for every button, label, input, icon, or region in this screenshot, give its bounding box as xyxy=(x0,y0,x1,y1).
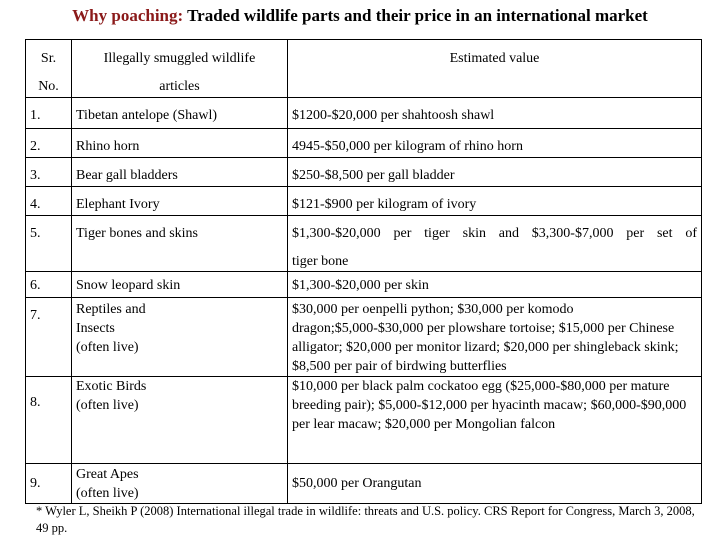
table-row xyxy=(26,272,702,298)
row-value: 4945-$50,000 per kilogram of rhino horn xyxy=(288,129,702,158)
row-number: 4. xyxy=(26,187,72,216)
wildlife-price-table xyxy=(25,39,702,504)
header-sr-no xyxy=(26,40,72,98)
header-articles-line1: Illegally smuggled wildlife xyxy=(103,51,256,66)
row-item: Bear gall bladders xyxy=(72,158,288,187)
row-value: $121-$900 per kilogram of ivory xyxy=(288,187,702,216)
table-row xyxy=(26,98,702,129)
row-value xyxy=(288,216,702,272)
row-number: 3. xyxy=(26,158,72,187)
table-row xyxy=(26,377,702,464)
row-number: 2. xyxy=(26,129,72,158)
row-value: $30,000 per oenpelli python; $30,000 per komodo dragon;$5,000-$30,000 per plowshare tortoise; $15,000 per Chinese alligator; $20,000 per monitor lizard; $20,000 per shingleback skink; $8,500 per pair of birdwing butterflies xyxy=(288,298,702,377)
row-item: Elephant Ivory xyxy=(72,187,288,216)
row-item: Exotic Birds (often live) xyxy=(72,377,288,464)
row-number: 5. xyxy=(26,216,72,272)
row-number: 8. xyxy=(26,377,72,464)
row-value: $1200-$20,000 per shahtoosh shawl xyxy=(288,98,702,129)
row-item: Great Apes (often live) xyxy=(72,464,288,504)
header-sr-no-line1: Sr. xyxy=(40,51,57,66)
row-item: Reptiles and Insects (often live) xyxy=(72,298,288,377)
row-value-line1: $1,300-$20,000 per tiger skin and $3,300-$7,000 per set of xyxy=(292,226,697,241)
row-value: $250-$8,500 per gall bladder xyxy=(288,158,702,187)
row-number: 1. xyxy=(26,98,72,129)
row-number: 6. xyxy=(26,272,72,298)
row-value: $50,000 per Orangutan xyxy=(288,464,702,504)
table-row xyxy=(26,298,702,377)
row-number: 7. xyxy=(26,298,72,377)
row-item: Tibetan antelope (Shawl) xyxy=(72,98,288,129)
table-row xyxy=(26,187,702,216)
header-articles xyxy=(72,40,288,98)
header-estimated-value: Estimated value xyxy=(288,40,702,98)
row-item: Tiger bones and skins xyxy=(72,216,288,272)
header-sr-no-line2: No. xyxy=(38,79,59,94)
row-value-line2: tiger bone xyxy=(292,254,349,269)
table-header-row xyxy=(26,40,702,98)
table-row xyxy=(26,158,702,187)
title-prefix: Why poaching: xyxy=(72,6,184,25)
table-row xyxy=(26,216,702,272)
footnote: * Wyler L, Sheikh P (2008) International illegal trade in wildlife: threats and U.S. policy. CRS Report for Congress, March 3, 2008, 49 pp. xyxy=(36,504,695,535)
page-title xyxy=(0,6,720,26)
header-articles-line2: articles xyxy=(159,79,200,94)
row-item: Rhino horn xyxy=(72,129,288,158)
row-number: 9. xyxy=(26,464,72,504)
title-text: Traded wildlife parts and their price in an international market xyxy=(187,6,648,25)
table-row xyxy=(26,464,702,504)
table-row xyxy=(26,129,702,158)
row-value: $1,300-$20,000 per skin xyxy=(288,272,702,298)
row-item: Snow leopard skin xyxy=(72,272,288,298)
row-value: $10,000 per black palm cockatoo egg ($25,000-$80,000 per mature breeding pair); $5,000-$12,000 per hyacinth macaw; $60,000-$90,000 per lear macaw; $20,000 per Mongolian falcon xyxy=(288,377,702,464)
